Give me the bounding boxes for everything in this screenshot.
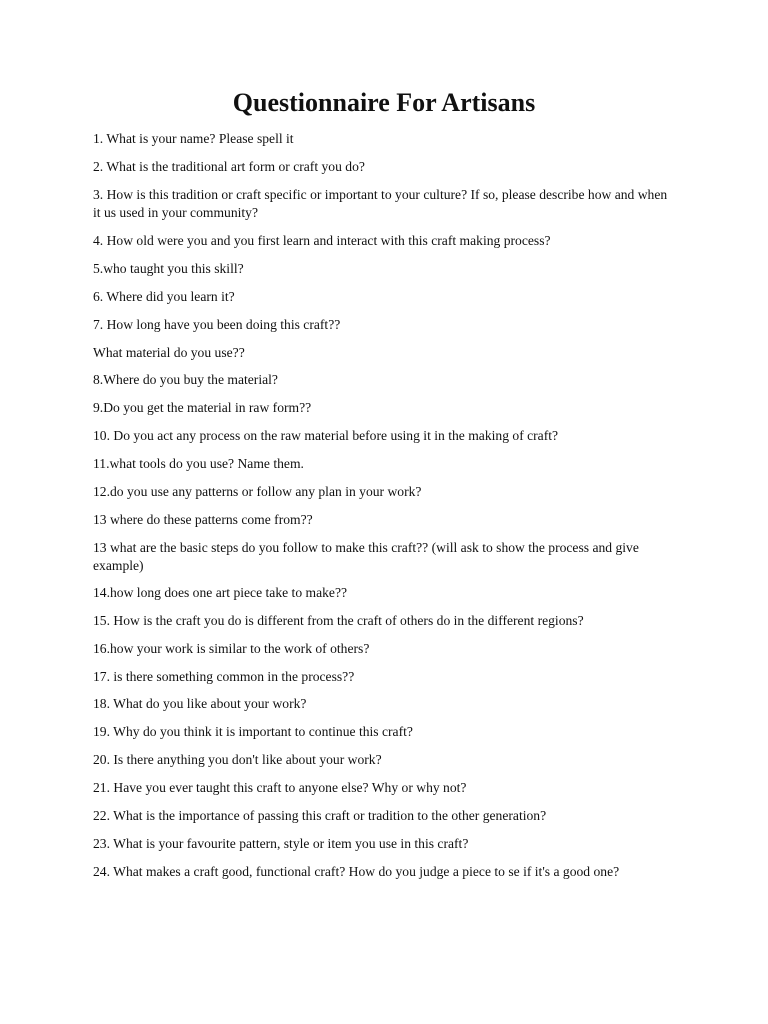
question-2: 2. What is the traditional art form or craft you do? — [93, 159, 365, 174]
question-23: 23. What is your favourite pattern, style or item you use in this craft? — [93, 836, 469, 851]
question-3: 3. How is this tradition or craft specific or important to your culture? If so, please describe how and when it us used in your community? — [93, 187, 668, 220]
question-10: 10. Do you act any process on the raw material before using it in the making of craft? — [93, 428, 559, 443]
question-22: 22. What is the importance of passing this craft or tradition to the other generation? — [93, 808, 547, 823]
question-12: 12.do you use any patterns or follow any plan in your work? — [93, 484, 422, 499]
question-7: 7. How long have you been doing this craft?? — [93, 317, 341, 332]
question-5: 5.who taught you this skill? — [93, 261, 244, 276]
question-material: What material do you use?? — [93, 345, 245, 360]
question-18: 18. What do you like about your work? — [93, 696, 307, 711]
question-20: 20. Is there anything you don't like about your work? — [93, 752, 382, 767]
page-title: Questionnaire For Artisans — [232, 88, 536, 117]
question-11: 11.what tools do you use? Name them. — [93, 456, 304, 471]
question-15: 15. How is the craft you do is different from the craft of others do in the different regions? — [93, 613, 584, 628]
question-13b: 13 what are the basic steps do you follow to make this craft?? (will ask to show the process and give example) — [93, 540, 639, 573]
question-13a: 13 where do these patterns come from?? — [93, 512, 313, 527]
question-16: 16.how your work is similar to the work of others? — [93, 641, 370, 656]
question-6: 6. Where did you learn it? — [93, 289, 235, 304]
question-4: 4. How old were you and you first learn and interact with this craft making process? — [93, 233, 551, 248]
question-19: 19. Why do you think it is important to continue this craft? — [93, 724, 413, 739]
question-9: 9.Do you get the material in raw form?? — [93, 400, 312, 415]
question-17: 17. is there something common in the process?? — [93, 669, 355, 684]
question-24: 24. What makes a craft good, functional craft? How do you judge a piece to se if it's a good one? — [93, 864, 620, 879]
question-14: 14.how long does one art piece take to make?? — [93, 585, 348, 600]
question-21: 21. Have you ever taught this craft to anyone else? Why or why not? — [93, 780, 467, 795]
question-1: 1. What is your name? Please spell it — [93, 131, 294, 146]
question-8: 8.Where do you buy the material? — [93, 372, 278, 387]
